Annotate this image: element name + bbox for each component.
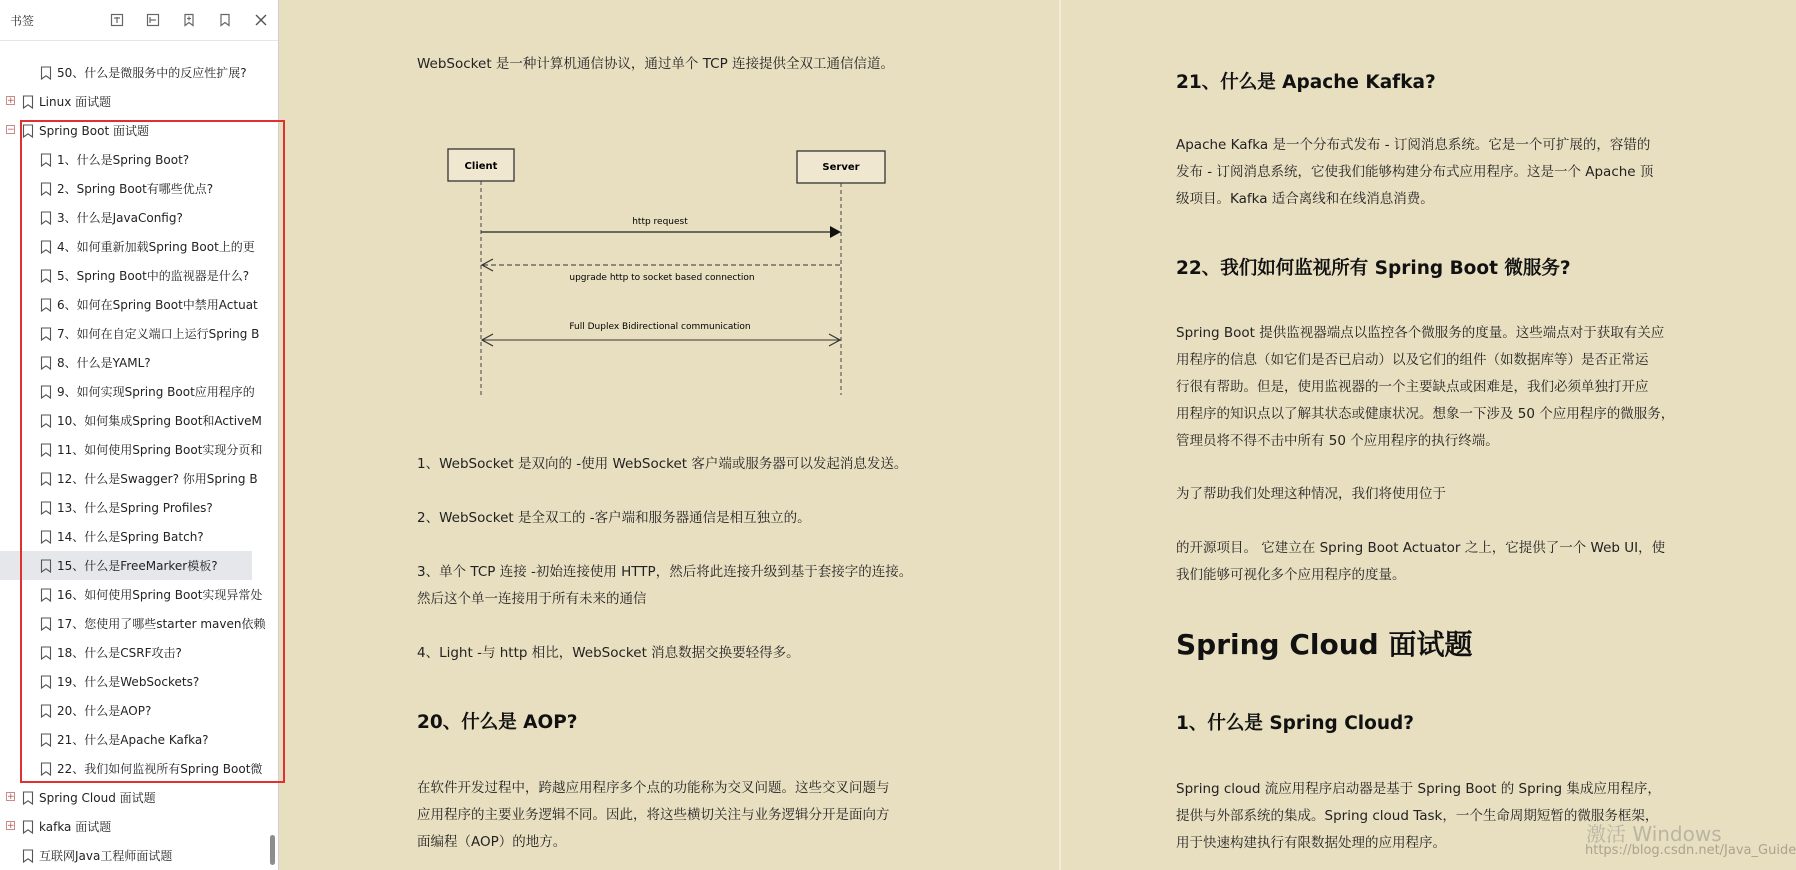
bookmark-label: 9、如何实现Spring Boot应用程序的 [57,385,255,399]
bookmark-item[interactable] [0,319,260,348]
bookmark-icon [40,356,57,370]
bookmark-item[interactable] [0,667,252,696]
bookmark-item[interactable] [0,754,263,783]
expand-toggle-icon[interactable]: + [7,821,15,831]
bookmark-label: 14、什么是Spring Batch? [57,530,204,544]
websocket-point-3a: 3、单个 TCP 连接 -初始连接使用 HTTP，然后将此连接升级到基于套接字的连接。 [417,564,913,580]
bookmark-icon [22,820,39,834]
websocket-intro: WebSocket 是一种计算机通信协议，通过单个 TCP 连接提供全双工通信信道。 [417,56,895,72]
expand-all-icon[interactable] [108,11,126,29]
bookmark-icon [40,559,57,573]
monitor-line1: Spring Boot 提供监视器端点以监控各个微服务的度量。这些端点对于获取有关应 [1176,325,1665,341]
bookmark-label: 互联网Java工程师面试题 [39,849,173,863]
bookmark-icon [22,124,39,138]
bookmark-icon [40,298,57,312]
bookmark-item[interactable] [0,464,258,493]
bookmark-icon [40,443,57,457]
websocket-point-4: 4、Light -与 http 相比，WebSocket 消息数据交换要轻得多。 [417,645,800,661]
bookmark-label: 17、您使用了哪些starter maven依赖 [57,617,266,631]
close-icon[interactable] [252,11,270,29]
bookmark-item[interactable] [0,580,263,609]
bookmark-item[interactable] [0,609,266,638]
bookmark-item[interactable] [0,116,268,145]
blog-url-watermark: https://blog.csdn.net/Java_Guide [1585,843,1796,858]
websocket-diagram [438,140,898,400]
bookmark-icon [40,646,57,660]
bookmark-item[interactable] [0,203,252,232]
bookmark-item[interactable] [0,783,268,812]
bookmark-label: 10、如何集成Spring Boot和ActiveM [57,414,262,428]
bookmark-label: 50、什么是微服务中的反应性扩展? [57,66,247,80]
bookmark-icon[interactable] [216,11,234,29]
expand-toggle-icon[interactable]: − [7,125,15,135]
monitor-line6: 为了帮助我们处理这种情况，我们将使用位于 [1176,486,1446,502]
expand-toggle-icon[interactable]: + [7,96,15,106]
bookmark-item[interactable] [0,261,252,290]
bookmark-icon [40,414,57,428]
page-divider [1059,0,1061,870]
bookmark-item[interactable] [0,406,262,435]
sidebar-scrollbar[interactable] [270,835,275,865]
kafka-line3: 级项目。Kafka 适合离线和在线消息消费。 [1176,191,1434,207]
bookmark-item[interactable] [0,812,268,841]
bookmark-item[interactable] [0,725,252,754]
bookmark-icon [40,472,57,486]
bookmark-item[interactable] [0,696,252,725]
bookmark-icon [40,385,57,399]
bookmark-icon [40,240,57,254]
bookmark-label: 22、我们如何监视所有Spring Boot微 [57,762,263,776]
arrow-request-head [830,226,841,238]
bookmark-label: Spring Cloud 面试题 [39,791,156,805]
heading-kafka: 21、什么是 Apache Kafka? [1176,72,1436,93]
bookmark-label: 16、如何使用Spring Boot实现异常处 [57,588,263,602]
bookmark-item[interactable] [0,174,252,203]
bookmark-panel-title: 书签 [10,13,35,28]
aop-paragraph-line1: 在软件开发过程中，跨越应用程序多个点的功能称为交叉问题。这些交叉问题与 [417,780,890,796]
monitor-line5: 管理员将不得不击中所有 50 个应用程序的执行终端。 [1176,433,1499,449]
bookmark-label: 13、什么是Spring Profiles? [57,501,213,515]
bookmark-icon [40,501,57,515]
bookmark-item[interactable] [0,232,255,261]
bookmark-label: 18、什么是CSRF攻击? [57,646,182,660]
msg-upgrade: upgrade http to socket based connection [569,273,755,283]
bookmark-label: 6、如何在Spring Boot中禁用Actuat [57,298,258,312]
bookmark-icon [40,675,57,689]
monitor-line3: 行很有帮助。但是，使用监视器的一个主要缺点或困难是，我们必须单独打开应 [1176,379,1649,395]
bookmark-tree [0,58,268,870]
bookmark-label: 3、什么是JavaConfig? [57,211,183,225]
msg-http-request: http request [632,217,688,227]
bookmark-label: 21、什么是Apache Kafka? [57,733,209,747]
bookmark-label: 20、什么是AOP? [57,704,152,718]
spring-cloud-line2: 提供与外部系统的集成。Spring cloud Task，一个生命周期短暂的微服务框架， [1176,808,1659,824]
bookmark-item[interactable] [0,58,252,87]
bookmark-label: 2、Spring Boot有哪些优点? [57,182,214,196]
windows-activation-watermark: 激活 Windows [1586,822,1722,846]
document-page-left [280,0,1060,870]
bookmark-item[interactable] [0,638,252,667]
bookmark-item[interactable] [0,87,268,116]
collapse-all-icon[interactable] [144,11,162,29]
monitor-line8: 我们能够可视化多个应用程序的度量。 [1176,567,1406,583]
bookmark-icon [22,95,39,109]
msg-full-duplex: Full Duplex Bidirectional communication [569,322,751,332]
bookmark-icon [40,66,57,80]
heading-what-is-spring-cloud: 1、什么是 Spring Cloud? [1176,713,1414,734]
bookmark-icon [40,530,57,544]
bookmark-item[interactable] [0,522,252,551]
spring-cloud-line3: 用于快速构建执行有限数据处理的应用程序。 [1176,835,1446,851]
bookmark-item[interactable] [0,841,268,870]
bookmark-icon [40,617,57,631]
bookmark-icon [40,182,57,196]
websocket-point-1: 1、WebSocket 是双向的 -使用 WebSocket 客户端或服务器可以发起消息发送。 [417,456,908,472]
bookmark-icon [40,733,57,747]
client-label: Client [464,161,498,172]
bookmark-icon [40,269,57,283]
spring-cloud-line1: Spring cloud 流应用程序启动器是基于 Spring Boot 的 Spring 集成应用程序， [1176,781,1661,797]
bookmark-label: 1、什么是Spring Boot? [57,153,190,167]
bookmark-icon [40,211,57,225]
bookmark-icon [22,849,39,863]
monitor-line7: 的开源项目。 它建立在 Spring Boot Actuator 之上，它提供了一个 Web UI，使 [1176,540,1666,556]
add-bookmark-icon[interactable] [180,11,198,29]
heading-spring-cloud: Spring Cloud 面试题 [1176,628,1473,661]
bookmark-label: 11、如何使用Spring Boot实现分页和 [57,443,263,457]
bookmark-item[interactable] [0,377,255,406]
bookmark-icon [40,704,57,718]
aop-paragraph-line2: 应用程序的主要业务逻辑不同。因此，将这些横切关注与业务逻辑分开是面向方 [417,807,890,823]
bookmark-icon [40,588,57,602]
bookmark-label: 4、如何重新加载Spring Boot上的更 [57,240,255,254]
monitor-line4: 用程序的知识点以了解其状态或健康状况。想象一下涉及 50 个应用程序的微服务， [1176,406,1675,422]
bookmark-icon [40,153,57,167]
websocket-point-3b: 然后这个单一连接用于所有未来的通信 [417,591,647,607]
bookmark-icon [40,762,57,776]
bookmark-label: 7、如何在自定义端口上运行Spring B [57,327,260,341]
bookmark-item[interactable] [0,145,252,174]
bookmark-label: Spring Boot 面试题 [39,124,149,138]
bookmark-panel [0,0,279,870]
bookmark-item[interactable] [0,551,252,580]
bookmark-label: kafka 面试题 [39,820,112,834]
kafka-line1: Apache Kafka 是一个分布式发布 - 订阅消息系统。它是一个可扩展的，容错的 [1176,137,1651,153]
server-label: Server [822,162,860,173]
kafka-line2: 发布 - 订阅消息系统，它使我们能够构建分布式应用程序。这是一个 Apache 顶 [1176,164,1654,180]
bookmark-label: 5、Spring Boot中的监视器是什么? [57,269,250,283]
websocket-point-2: 2、WebSocket 是全双工的 -客户端和服务器通信是相互独立的。 [417,510,811,526]
monitor-line2: 用程序的信息（如它们是否已启动）以及它们的组件（如数据库等）是否正常运 [1176,352,1649,368]
bookmark-item[interactable] [0,435,263,464]
bookmark-label: 19、什么是WebSockets? [57,675,200,689]
bookmark-panel-header [0,0,278,41]
bookmark-label: 8、什么是YAML? [57,356,151,370]
expand-toggle-icon[interactable]: + [7,792,15,802]
bookmark-item[interactable] [0,493,252,522]
bookmark-icon [22,791,39,805]
bookmark-item[interactable] [0,348,252,377]
heading-aop: 20、什么是 AOP? [417,712,578,733]
bookmark-item[interactable] [0,290,258,319]
bookmark-label: 15、什么是FreeMarker模板? [57,559,218,573]
bookmark-label: 12、什么是Swagger? 你用Spring B [57,472,258,486]
aop-paragraph-line3: 面编程（AOP）的地方。 [417,834,567,850]
heading-monitor: 22、我们如何监视所有 Spring Boot 微服务? [1176,258,1571,279]
bookmark-label: Linux 面试题 [39,95,112,109]
bookmark-icon [40,327,57,341]
